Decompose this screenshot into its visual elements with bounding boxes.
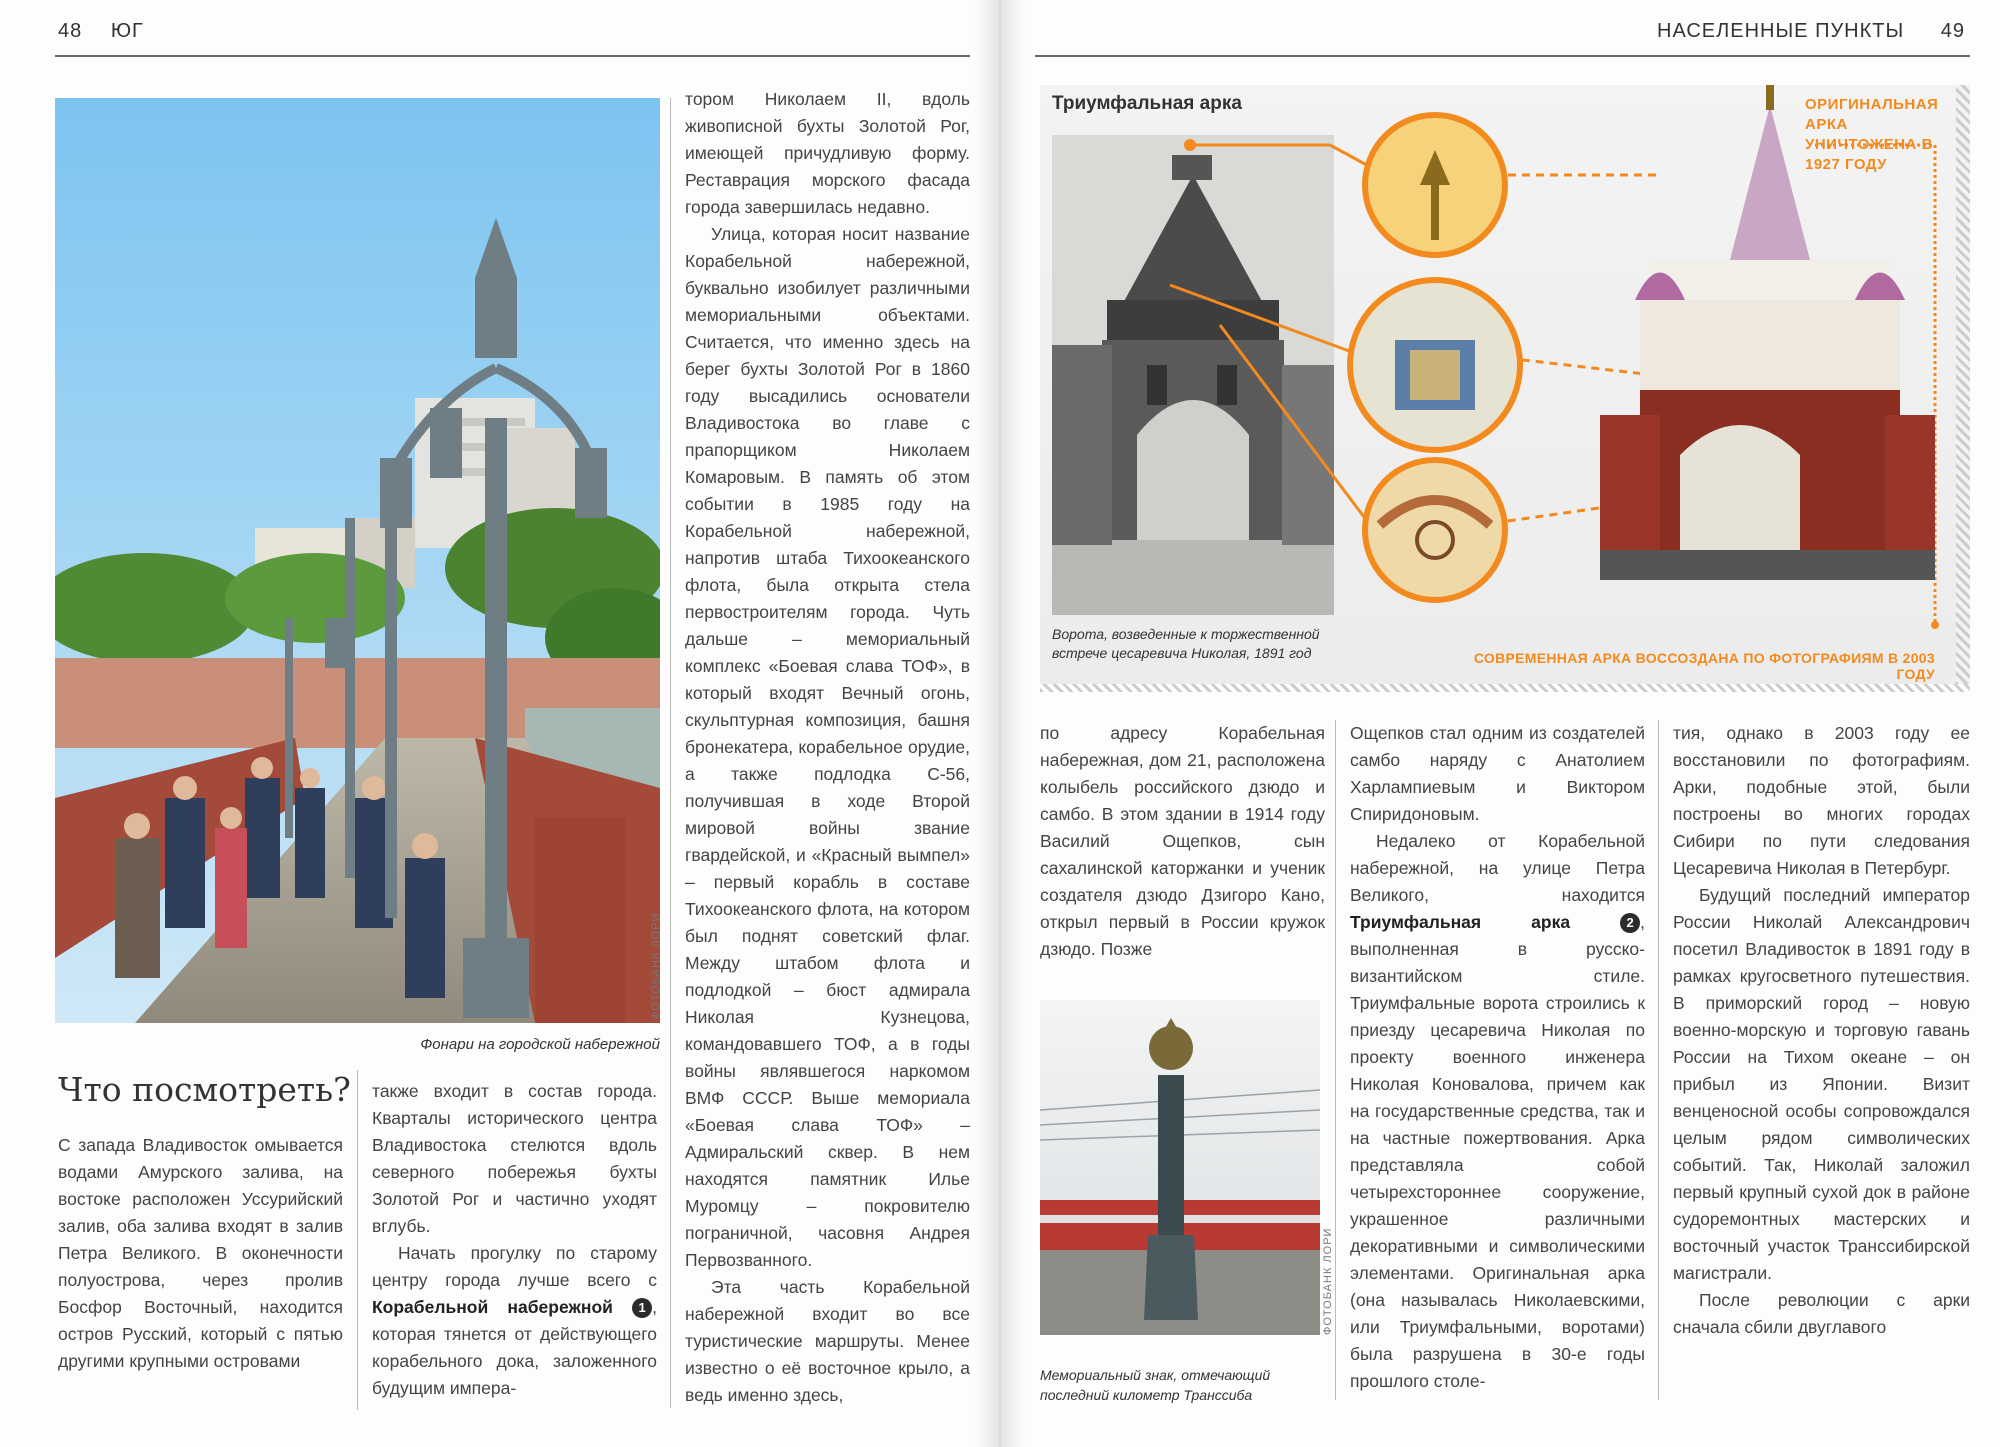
right-page-header [1640, 20, 1965, 50]
original-arch-note: ОРИГИНАЛЬНАЯ АРКА УНИЧТОЖЕНА В 1927 ГОДУ [1805, 96, 1939, 173]
section-heading: Что посмотреть? [58, 1070, 351, 1109]
right-col-2 [1350, 720, 1645, 1395]
right-col-3 [1673, 720, 1970, 1341]
transsib-marker-caption: Мемориальный знак, отмечающий последний километр Транссиба [1040, 1367, 1271, 1403]
left-col-1 [58, 1132, 343, 1375]
embankment-photo-image [55, 98, 660, 1023]
text-run: , выполненная в русско-византийском стиле. Триумфальные ворота строились к приезду цесаревича Николая по проекту военного инженера Николая Коновалова, причем как на государственные средства, так и на частные пожертвования. Арка представляла собой четырехстороннее сооружение, украшенное различными декоративными и символическими элементами. Оригинальная арка (она называлась Николаевскими, или Триумфальными, воротами) была разрушена в 30-е годы прошлого столе- [1350, 912, 1645, 1391]
column-divider [670, 98, 671, 1408]
embankment-photo [55, 98, 660, 1023]
left-col1-paragraph: С запада Владивосток омывается водами Амурского залива, на востоке расположен Уссурийский залив, оба залива входят в залив Петра Великого. В оконечности полуострова, через пролив Босфор Восточный, находится остров Русский, который с пятью другими крупными островами [58, 1135, 343, 1371]
column-divider [1335, 720, 1336, 1400]
old-gate-caption: Ворота, возведенные к торжественной встрече цесаревича Николая, 1891 год [1052, 626, 1320, 661]
right-col3-paragraph-2: Будущий последний император России Николай Александрович посетил Владивосток в 1891 году в рамках кругосветного путешествия. В приморский город – новую военно-морскую и торговую гавань России на Тихом океане – он прибыл из Японии. Визит венценосной особы сопровождался целым рядом символических событий. Так, Николай заложил первый крупный сухой док в районе судоремонтных мастерских и восточный участок Транссибирской магистрали. [1673, 885, 1970, 1283]
left-col3-paragraph-1: тором Николаем II, вдоль живописной бухты Золотой Рог, имеющей причудливую форму. Реставрация морского фасада города завершилась недавно. [685, 89, 970, 217]
right-col2-paragraph-2 [1350, 828, 1645, 1395]
right-col-1 [1040, 720, 1325, 963]
book-gutter [975, 0, 1025, 1447]
right-col1-paragraph: по адресу Корабельная набережная, дом 21, расположена колыбель российского дзюдо и самбо. В этом здании в 1914 году Василий Ощепков, сын сахалинской каторжанки и ученик создателя дзюдо Дзигоро Кано, открыл первый в России кружок дзюдо. Позже [1040, 723, 1325, 959]
right-col3-paragraph-3: После революции с арки сначала сбили двуглавого [1673, 1290, 1970, 1337]
column-divider [357, 1070, 358, 1410]
left-col2-paragraph-2 [372, 1240, 657, 1402]
right-col3-paragraph-1: тия, однако в 2003 году ее восстановили по фотографиям. Арки, подобные этой, были построены во многих городах Сибири по пути следования Цесаревича Николая в Петербург. [1673, 723, 1970, 878]
header-rule-right [1035, 55, 1970, 57]
modern-arch-note: СОВРЕМЕННАЯ АРКА ВОССОЗДАНА ПО ФОТОГРАФИЯМ В 2003 ГОДУ [1473, 650, 1935, 682]
page-number-left: 48 [58, 20, 83, 42]
korabelnaya-embankment-term: Корабельной набережной [372, 1297, 613, 1317]
text-run: Начать прогулку по старому центру города лучше всего с [372, 1243, 657, 1290]
photo-credit-left: ФОТОБАНК ЛОРИ [650, 912, 662, 1020]
left-page-header [58, 20, 144, 50]
left-col3-paragraph-2: Улица, которая носит название Корабельной набережной, буквально изобилует различными мемориальными объектами. Считается, что именно здесь на берег бухты Золотой Рог в 1860 году высадились основатели Владивостока во главе с прапорщиком Николаем Комаровым. В память об этом событии в 1985 году на Корабельной набережной, напротив штаба Тихоокеанского флота, была открыта стела первостроителям города. Чуть дальше – мемориальный комплекс «Боевая слава ТОФ», в который входят Вечный огонь, скульптурная композиция, башня бронекатера, корабельное орудие, а также подлодка С-56, получившая в ходе Второй мировой войны звание гвардейской, и «Красный вымпел» – первый корабль в составе Тихоокеанского флота, на котором был поднят советский флаг. Между штабом флота и подлодкой – бюст адмирала Николая Кузнецова, командовавшего ТОФ, а в годы войны являвшегося наркомом ВМФ СССР. Выше мемориала «Боевая слава ТОФ» – Адмиральский сквер. В нем находятся памятник Илье Муромцу – покровителю пограничной, часовня Андрея Первозванного. [685, 224, 970, 1270]
left-col2-paragraph-1: также входит в состав города. Кварталы исторического центра Владивостока стелются вдоль северного побережья бухты Золотой Рог и частично уходят вглубь. [372, 1081, 657, 1236]
map-marker-1-badge: 1 [632, 1298, 652, 1318]
embankment-photo-caption: Фонари на городской набережной [420, 1036, 660, 1053]
transsib-marker-photo [1040, 1000, 1320, 1335]
left-col3-paragraph-3: Эта часть Корабельной набережной входит во все туристические маршруты. Менее известно о её восточное крыло, а ведь именно здесь, [685, 1277, 970, 1405]
transsib-marker-photo-image [1040, 1000, 1320, 1335]
infographic-title: Триумфальная арка [1052, 93, 1242, 114]
column-divider [1658, 720, 1659, 1400]
section-label-left: ЮГ [110, 20, 144, 42]
text-run: Недалеко от Корабельной набережной, на улице Петра Великого, находится [1350, 831, 1645, 905]
header-rule-left [55, 55, 970, 57]
triumphal-arch-infographic [1040, 85, 1970, 685]
page-number-right: 49 [1940, 20, 1965, 42]
section-label-right: НАСЕЛЕННЫЕ ПУНКТЫ [1657, 20, 1905, 42]
map-marker-2-badge: 2 [1620, 913, 1640, 933]
photo-credit-right: ФОТОБАНК ЛОРИ [1322, 1227, 1334, 1335]
left-col-2 [372, 1078, 657, 1402]
detail-connectors [1040, 85, 1970, 685]
right-col2-paragraph-1: Ощепков стал одним из создателей самбо наряду с Анатолием Харлампиевым и Виктором Спиридоновым. [1350, 723, 1645, 824]
text-run: , которая тянется от действующего корабельного дока, заложенного будущим импера- [372, 1297, 657, 1398]
decorative-stripes [1040, 684, 1970, 692]
left-col-3 [685, 86, 970, 1409]
triumphal-arch-term: Триумфальная арка [1350, 912, 1571, 932]
